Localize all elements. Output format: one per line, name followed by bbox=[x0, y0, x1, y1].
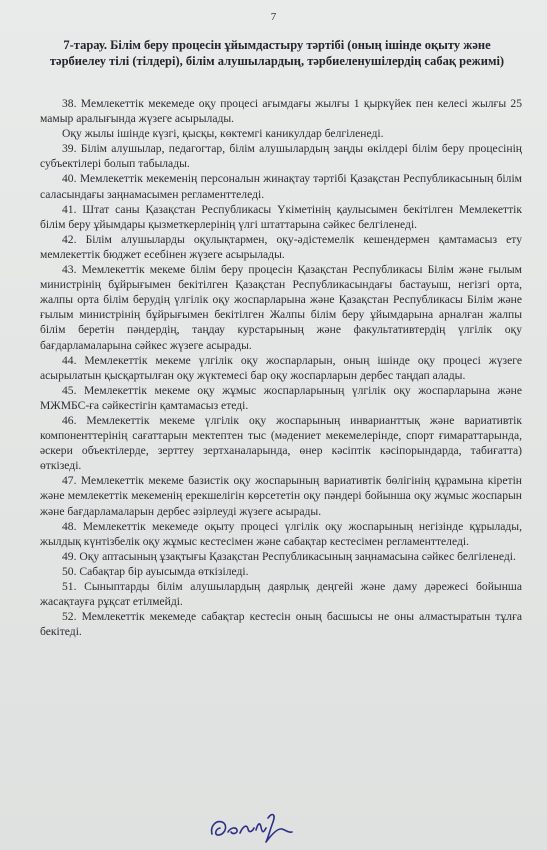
paragraph: 45. Мемлекеттік мекеме оқу жұмыс жоспарларының үлгілік оқу жоспарларына және МЖМБС-ға сәйкестігін қамтамасыз етеді. bbox=[40, 383, 522, 412]
paragraph: 42. Білім алушыларды оқулықтармен, оқу-әдістемелік кешендермен қамтамасыз ету мемлекеттік бюджет есебінен жүзеге асырылады. bbox=[40, 232, 522, 261]
handwritten-signature bbox=[206, 808, 301, 844]
paragraph: 47. Мемлекеттік мекеме базистік оқу жоспарының вариативтік бөлігінің құрамына кіретін және мемлекеттік мекеменің ерекшелігін көрсететін оқу пәндері бойынша оқу жұмыс жоспарын және бағдарламаларын дербес әзірлеуді жүзеге асырады. bbox=[40, 474, 522, 518]
paragraph: 44. Мемлекеттік мекеме үлгілік оқу жоспарларын, оның ішінде оқу процесі жүзеге асырылатын қысқартылған оқу жүктемесі бар оқу жоспарларын дербес таңдап алады. bbox=[40, 353, 522, 382]
paragraph: 39. Білім алушылар, педагогтар, білім алушылардың заңды өкілдері білім беру процесінің субъектілері болып табылады. bbox=[40, 142, 522, 171]
paragraph: 38. Мемлекеттік мекемеде оқу процесі ағымдағы жылғы 1 қыркүйек пен келесі жылғы 25 мамыр аралығында жүзеге асырылады. bbox=[40, 97, 522, 126]
page-number: 7 bbox=[270, 11, 277, 23]
paragraph: 52. Мемлекеттік мекемеде сабақтар кестесін оның басшысы не оны алмастыратын тұлға бекітеді. bbox=[40, 610, 522, 639]
paragraph: 51. Сыныптарды білім алушылардың даярлық деңгейі және даму дәрежесі бойынша жасақтауға рұқсат етілмейді. bbox=[40, 580, 522, 609]
paragraph: 41. Штат саны Қазақстан Республикасы Үкіметінің қаулысымен бекітілген Мемлекеттік білім беру ұйымдары қызметкерлерінің үлгі штаттарына сәйкес белгіленеді. bbox=[40, 202, 522, 231]
paragraph: 50. Сабақтар бір ауысымда өткізіледі. bbox=[62, 564, 249, 578]
paragraph: 46. Мемлекеттік мекеме үлгілік оқу жоспарының инварианттық және вариативтік компоненттерінің сағаттарын мектептен тыс (мәдениет мекемелерінде, спорт ғимараттарында, әскери объектілерде, зерттеу зертханаларында, өнер кәсіптік кәсіпорындарда, табиғатта) өткізеді. bbox=[40, 413, 522, 473]
chapter-heading: 7-тарау. Білім беру процесін ұйымдастыру тәртібі (оның ішінде оқыту және тәрбиелеу тілі (тілдері), білім алушылардың, тәрбиеленушілердің сабақ режимі) bbox=[49, 38, 505, 68]
paragraph: 48. Мемлекеттік мекемеде оқыту процесі үлгілік оқу жоспарының негізінде құрылады, жылдық күнтізбелік оқу жұмыс кестесімен және сабақтар кестесімен регламенттеледі. bbox=[40, 519, 522, 548]
paragraph: 49. Оқу аптасының ұзақтығы Қазақстан Республикасының заңнамасына сәйкес белгіленеді. bbox=[62, 549, 516, 563]
paragraph: 43. Мемлекеттік мекеме білім беру процесін Қазақстан Республикасы Білім және ғылым министрінің бұйрығымен бекітілген Қазақстан Республикасындағы бастауыш, негізгі орта, жалпы орта білім берудің үлгілік оқу жоспарларына және Қазақстан Республикасы Білім және ғылым министрінің бұйрығымен бекітілген Жалпы білім беру ұйымдарына арналған жалпы білім беретін пәндердің, таңдау курстарының және факультативтердің үлгілік оқу бағдарламаларына сәйкес жүзеге асырады. bbox=[40, 263, 522, 352]
document-body bbox=[40, 96, 522, 639]
paragraph: Оқу жылы ішінде күзгі, қысқы, көктемгі каникулдар белгіленеді. bbox=[62, 127, 384, 141]
paragraph: 40. Мемлекеттік мекеменің персоналын жинақтау тәртібі Қазақстан Республикасының білім саласындағы заңнамасымен регламенттеледі. bbox=[40, 172, 522, 201]
